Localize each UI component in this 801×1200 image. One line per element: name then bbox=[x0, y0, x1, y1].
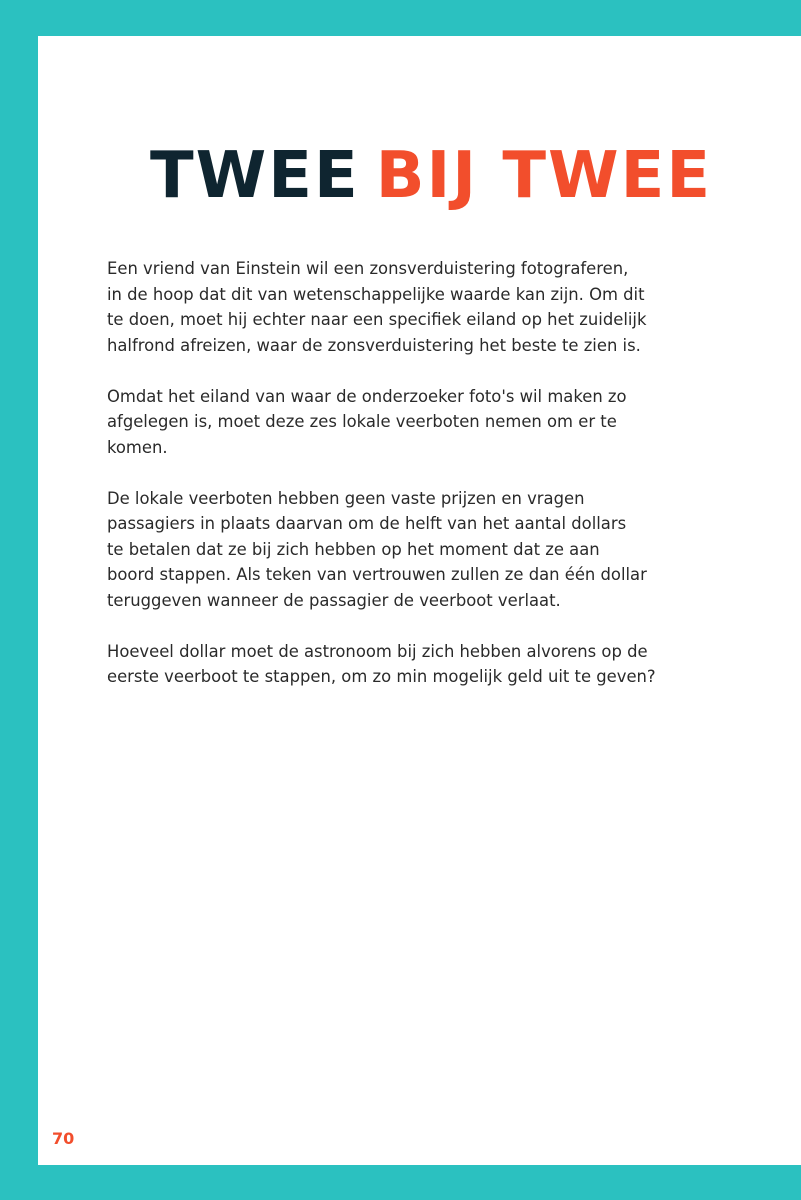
text-line: in de hoop dat dit van wetenschappelijke waarde kan zijn. Om dit bbox=[107, 284, 645, 304]
page-number: 70 bbox=[52, 1129, 75, 1148]
paragraph-question bbox=[107, 639, 727, 690]
text-line: komen. bbox=[107, 437, 168, 457]
text-line: boord stappen. Als teken van vertrouwen zullen ze dan één dollar bbox=[107, 565, 647, 584]
paragraph-ferries bbox=[107, 384, 727, 461]
text-line: De lokale veerboten hebben geen vaste prijzen en vragen bbox=[107, 488, 585, 508]
text-line: te betalen dat ze bij zich hebben op het moment dat ze aan bbox=[107, 539, 600, 559]
text-line: teruggeven wanneer de passagier de veerboot verlaat. bbox=[107, 590, 561, 610]
page-sheet bbox=[38, 36, 801, 1165]
text-line: Een vriend van Einstein wil een zonsverduistering fotograferen, bbox=[107, 259, 629, 278]
paragraph-intro bbox=[107, 256, 727, 358]
text-line: eerste veerboot te stappen, om zo min mogelijk geld uit te geven? bbox=[107, 667, 656, 686]
paragraph-prices bbox=[107, 486, 727, 614]
page-title bbox=[38, 139, 801, 213]
text-line: passagiers in plaats daarvan om de helft van het aantal dollars bbox=[107, 514, 627, 533]
text-line: afgelegen is, moet deze zes lokale veerboten nemen om er te bbox=[107, 412, 617, 431]
puzzle-text bbox=[107, 256, 727, 715]
text-line: te doen, moet hij echter naar een specifiek eiland op het zuidelijk bbox=[107, 310, 647, 329]
text-line: Hoeveel dollar moet de astronoom bij zich hebben alvorens op de bbox=[107, 641, 648, 661]
text-line: Omdat het eiland van waar de onderzoeker foto's wil maken zo bbox=[107, 386, 627, 406]
text-line: halfrond afreizen, waar de zonsverduistering het beste te zien is. bbox=[107, 335, 641, 355]
title-part-accent: BIJ TWEE bbox=[375, 139, 713, 213]
title-part-dark: TWEE bbox=[150, 139, 360, 213]
